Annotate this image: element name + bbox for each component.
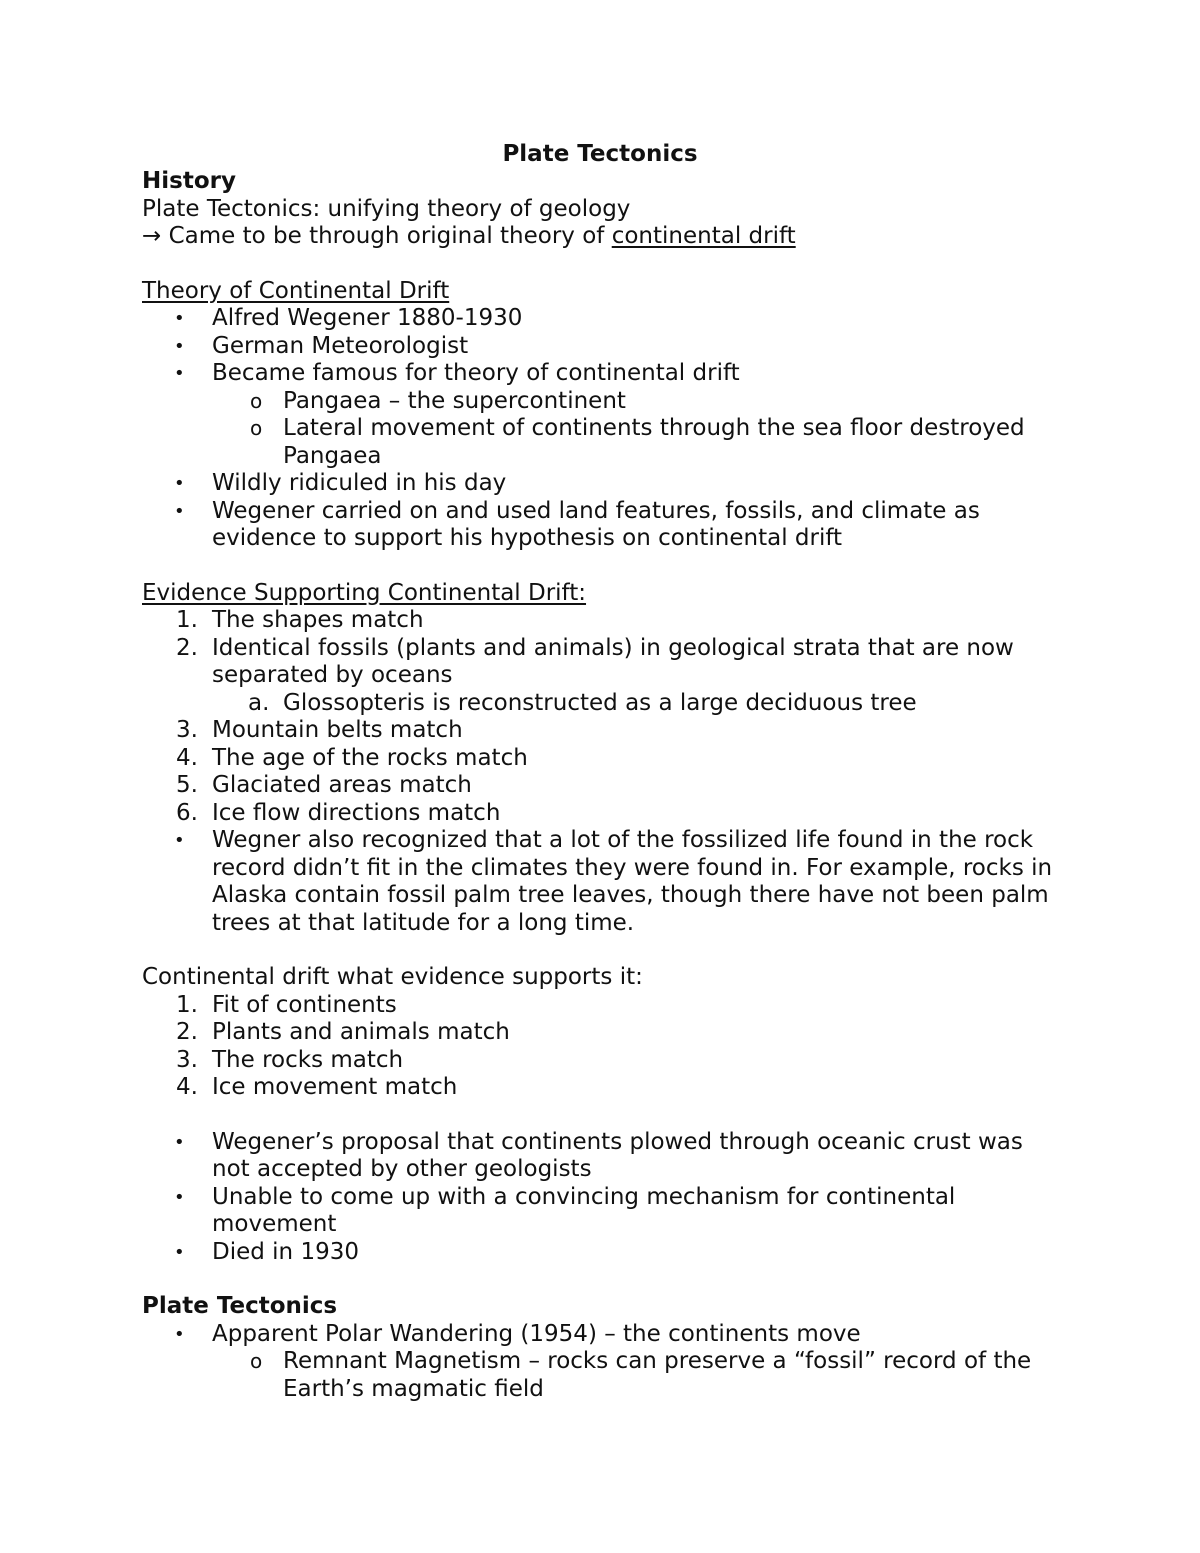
list-number: 1.	[176, 607, 198, 633]
theory-heading: Theory of Continental Drift	[142, 277, 450, 304]
document-page	[142, 140, 1062, 1403]
list-letter: a.	[248, 689, 270, 716]
list-item-text: The shapes match	[212, 607, 424, 633]
list-number: 4.	[176, 1074, 198, 1100]
list-item-text: The age of the rocks match	[212, 744, 528, 771]
history-line-1: Plate Tectonics: unifying theory of geology	[142, 195, 631, 222]
arrow-right-icon: →	[142, 223, 162, 249]
list-item-text: Ice flow directions match	[212, 799, 501, 826]
list-number: 6.	[176, 799, 198, 826]
list-item-text: Wegener carried on and used land features, fossils, and climate as evidence to support his hypothesis on continental drift	[212, 497, 980, 551]
document-title: Plate Tectonics	[502, 141, 698, 167]
list-item	[142, 635, 1062, 690]
list-item-text: German Meteorologist	[212, 332, 469, 359]
spacer	[142, 1102, 1062, 1129]
list-number: 2.	[176, 634, 198, 661]
list-item	[142, 360, 1062, 388]
list-item	[142, 470, 1062, 498]
bullet-icon: •	[174, 1323, 185, 1345]
evidence-list	[142, 607, 1062, 937]
list-item-text: Ice movement match	[212, 1074, 458, 1100]
list-number: 4.	[176, 744, 198, 771]
list-item-text: Unable to come up with a convincing mechanism for continental movement	[212, 1183, 956, 1237]
list-item-text: Wegener’s proposal that continents plowed through oceanic crust was not accepted by other geologists	[212, 1128, 1023, 1182]
list-item-text: Glaciated areas match	[212, 772, 472, 798]
list-item-text: Became famous for theory of continental drift	[212, 360, 740, 386]
list-item	[142, 745, 1062, 773]
list-item	[142, 827, 1062, 937]
list-item	[142, 333, 1062, 361]
list-item-text: Plants and animals match	[212, 1019, 510, 1045]
spacer	[142, 553, 1062, 580]
list-number: 2.	[176, 1019, 198, 1045]
bullet-icon: •	[174, 830, 185, 851]
list-item	[142, 607, 1062, 635]
list-number: 1.	[176, 991, 198, 1018]
list-item-text: The rocks match	[212, 1046, 404, 1073]
list-item-text: Identical fossils (plants and animals) in geological strata that are now separated by oceans	[212, 634, 1014, 688]
circle-bullet-icon: o	[250, 416, 263, 440]
theory-list	[142, 305, 1062, 553]
bullet-icon: •	[174, 473, 185, 494]
list-number: 5.	[176, 772, 198, 798]
list-item-text: Wildly ridiculed in his day	[212, 470, 507, 496]
bullet-icon: •	[174, 1186, 185, 1208]
sub-list-item	[142, 1348, 1062, 1403]
list-item	[142, 800, 1062, 828]
list-item-text: Wegner also recognized that a lot of the fossilized life found in the rock record didn’t fit in the climates they were found in. For example, rocks in Alaska contain fossil palm tree leaves, though there have not been palm trees at that latitude for a long time.	[212, 827, 1053, 936]
sub-list-item-text: Remnant Magnetism – rocks can preserve a “fossil” record of the Earth’s magmatic field	[283, 1348, 1032, 1402]
history-line-2-text: Came to be through original theory of	[161, 223, 612, 249]
list-item-text: Apparent Polar Wandering (1954) – the continents move	[212, 1320, 861, 1347]
history-line-2	[142, 223, 1062, 251]
list-item	[142, 992, 1062, 1020]
list-item-text: Fit of continents	[212, 991, 397, 1018]
drift-evidence-list	[142, 992, 1062, 1102]
spacer	[142, 937, 1062, 964]
list-item	[142, 1239, 1062, 1267]
sub-list-item-text: Lateral movement of continents through the sea floor destroyed Pangaea	[283, 415, 1025, 469]
sub-list-item	[142, 690, 1062, 718]
bullet-icon: •	[174, 308, 185, 329]
bullet-icon: •	[174, 1241, 185, 1263]
bullet-icon: •	[174, 335, 185, 357]
bullet-icon: •	[174, 363, 185, 384]
list-number: 3.	[176, 1046, 198, 1073]
sub-list-item-text: Glossopteris is reconstructed as a large deciduous tree	[283, 689, 917, 716]
list-item-text: Alfred Wegener 1880-1930	[212, 305, 523, 331]
sub-list-item	[142, 388, 1062, 416]
plate-tectonics-heading: Plate Tectonics	[142, 1293, 338, 1319]
list-item-text: Mountain belts match	[212, 717, 463, 743]
drift-evidence-heading: Continental drift what evidence supports it:	[142, 964, 643, 990]
sub-list-item-text: Pangaea – the supercontinent	[283, 387, 626, 414]
list-item	[142, 717, 1062, 745]
list-number: 3.	[176, 717, 198, 743]
list-item	[142, 1321, 1062, 1349]
list-item	[142, 1184, 1062, 1239]
evidence-heading: Evidence Supporting Continental Drift:	[142, 579, 587, 606]
bullet-icon: •	[174, 1131, 185, 1153]
history-heading: History	[142, 168, 236, 194]
circle-bullet-icon: o	[250, 1349, 263, 1373]
list-item	[142, 1019, 1062, 1047]
list-item	[142, 1129, 1062, 1184]
bullet-icon: •	[174, 500, 185, 522]
drift-notes-list	[142, 1129, 1062, 1267]
list-item	[142, 772, 1062, 800]
spacer	[142, 1266, 1062, 1293]
circle-bullet-icon: o	[250, 388, 263, 413]
sub-list-item	[142, 415, 1062, 470]
list-item-text: Died in 1930	[212, 1238, 359, 1265]
list-item	[142, 1047, 1062, 1075]
plate-tectonics-list	[142, 1321, 1062, 1404]
list-item	[142, 1074, 1062, 1102]
list-item	[142, 305, 1062, 333]
spacer	[142, 251, 1062, 278]
continental-drift-term: continental drift	[611, 223, 796, 249]
list-item	[142, 498, 1062, 553]
